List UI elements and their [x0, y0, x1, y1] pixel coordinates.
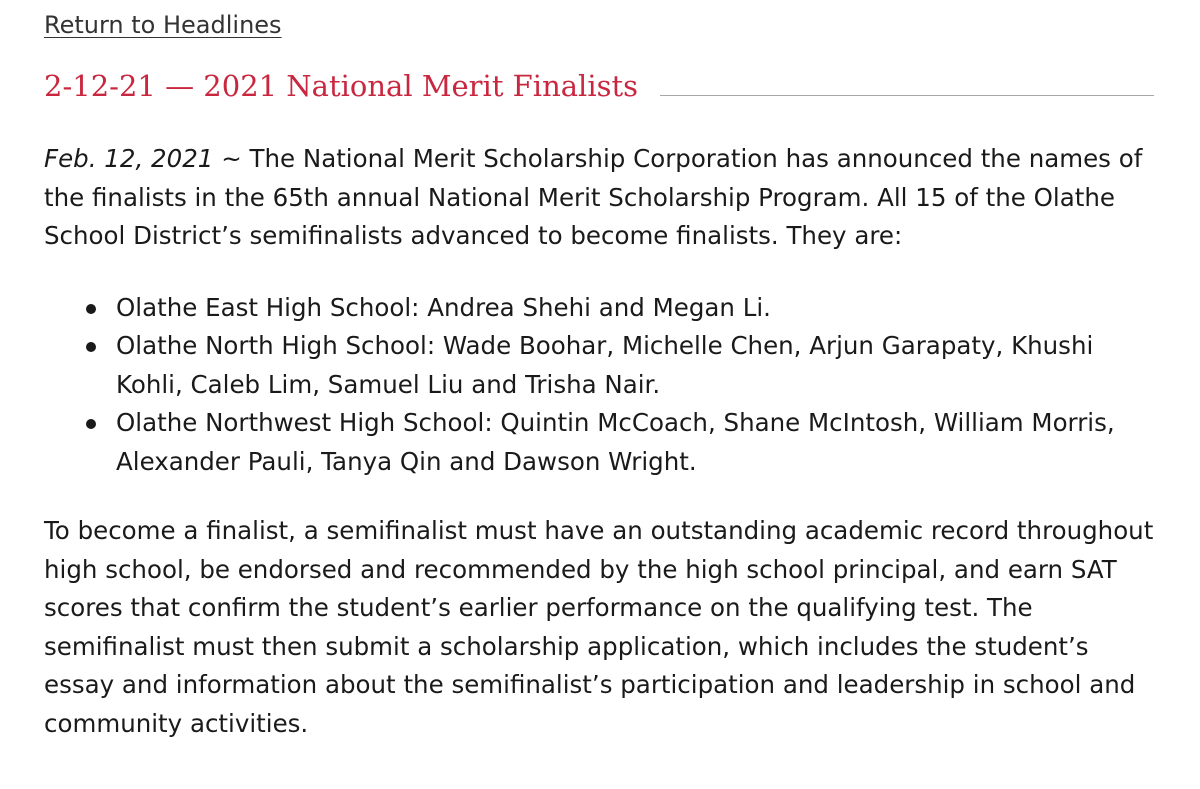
article-headline: 2-12-21 — 2021 National Merit Finalists — [44, 69, 639, 103]
bullet-icon — [86, 342, 96, 352]
list-item — [116, 289, 1154, 328]
list-item-text: Olathe East High School: Andrea Shehi and Megan Li. — [116, 292, 771, 322]
article-closing-paragraph: To become a finalist, a semifinalist must have an outstanding academic record throughout high school, be endorsed and recommended by the high school principal, and earn SAT scores that confirm the student’s earlier performance on the qualifying test. The semifinalist must then submit a scholarship application, which includes the student’s essay and information about the semifinalist’s participation and leadership in school and community activities. — [44, 516, 1154, 738]
bullet-icon — [86, 304, 96, 314]
list-item — [116, 327, 1154, 404]
article-intro — [44, 140, 1154, 256]
list-item — [116, 404, 1154, 481]
finalists-list — [44, 289, 1154, 482]
article-page — [44, 0, 1154, 743]
list-item-text: Olathe Northwest High School: Quintin McCoach, Shane McIntosh, William Morris, Alexander Pauli, Tanya Qin and Dawson Wright. — [116, 408, 1115, 476]
return-to-headlines-link[interactable]: Return to Headlines — [44, 11, 282, 39]
list-item-text: Olathe North High School: Wade Boohar, Michelle Chen, Arjun Garapaty, Khushi Kohli, Caleb Lim, Samuel Liu and Trisha Nair. — [116, 331, 1094, 399]
intro-text: ~ The National Merit Scholarship Corporation has announced the names of the finalists in the 65th annual National Merit Scholarship Program. All 15 of the Olathe School District’s semifinalists advanced to become finalists. They are: — [44, 144, 1143, 250]
article-date: Feb. 12, 2021 — [44, 144, 214, 173]
article-title-row — [44, 68, 1154, 104]
title-divider — [660, 95, 1154, 96]
bullet-icon — [86, 419, 96, 429]
